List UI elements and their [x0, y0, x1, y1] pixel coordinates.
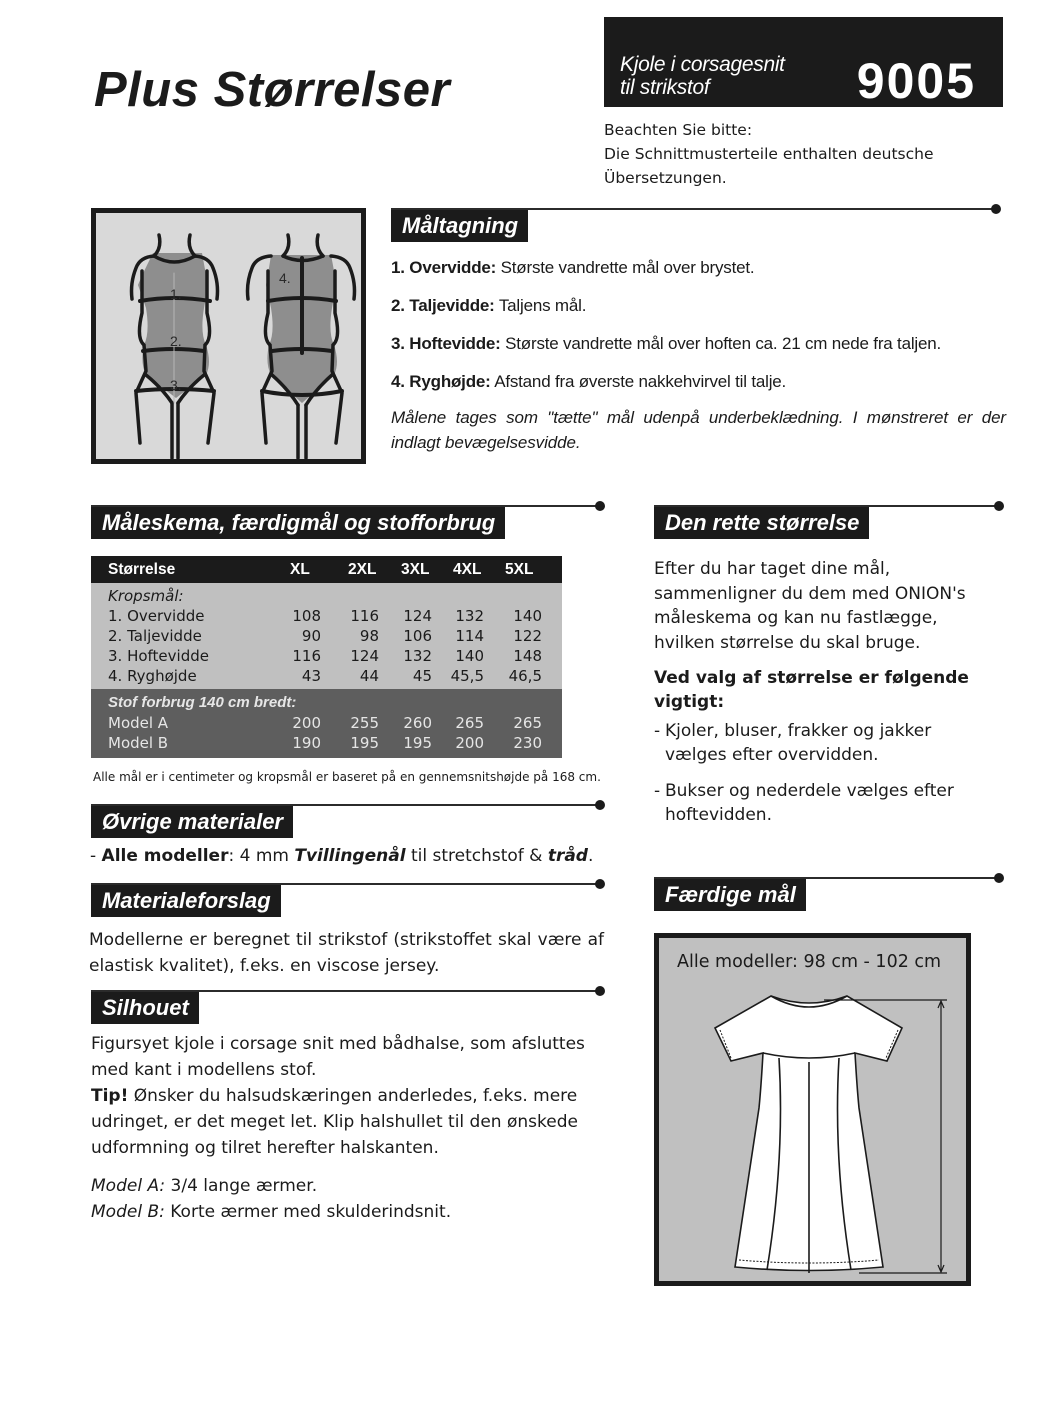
heading-dot-icon — [994, 873, 1004, 883]
heading-dot-icon — [595, 501, 605, 511]
back-figure — [248, 235, 355, 458]
model-a-label: Model A: — [91, 1176, 166, 1196]
tip-text: Ønsker du halsudskæringen anderledes, f.eks. mere udringet, er det meget let. Klip halshullet til den ønskede udformning og tilret herefter halskanten. — [91, 1086, 578, 1158]
measuring-item-label: 2. Taljevidde: — [391, 296, 495, 315]
row-label: 1. Overvidde — [108, 607, 205, 625]
table-row — [108, 626, 562, 646]
model-b-label: Model B: — [91, 1202, 165, 1222]
measuring-item — [391, 372, 1011, 392]
section-heading-size-chart — [91, 505, 605, 539]
dress-drawing — [715, 996, 902, 1273]
right-size-important: Ved valg af størrelse er følgende vigtigt: — [654, 668, 969, 712]
cell: 265 — [455, 714, 484, 732]
cell: 114 — [455, 627, 484, 645]
cell: 255 — [350, 714, 379, 732]
figure-label-4: 4. — [279, 270, 291, 286]
table-row — [108, 733, 562, 753]
list-item — [654, 779, 994, 827]
measuring-figure — [91, 208, 366, 464]
pattern-name-line1: Kjole i corsagesnit — [620, 53, 785, 76]
cell: 195 — [403, 734, 432, 752]
silhouette-text — [91, 1031, 606, 1161]
table-row — [108, 666, 562, 686]
pattern-number: 9005 — [856, 53, 976, 109]
list-item — [654, 719, 994, 767]
body-group-label: Kropsmål: — [108, 587, 184, 605]
materials-colon: : 4 mm — [228, 846, 295, 866]
model-list — [91, 1173, 606, 1225]
section-title: Silhouet — [91, 992, 199, 1024]
fabric-consumption — [91, 689, 562, 758]
table-row — [108, 646, 562, 666]
dress-illustration — [659, 938, 966, 1281]
cell: 140 — [513, 607, 542, 625]
figure-label-1: 1. — [170, 286, 182, 302]
measuring-item-text: Største vandrette mål over brystet. — [496, 258, 755, 277]
heading-dot-icon — [991, 204, 1001, 214]
measuring-item-text: Største vandrette mål over hoften ca. 21 cm nede fra taljen. — [500, 334, 942, 353]
pattern-title-box — [604, 17, 1003, 107]
cell: 44 — [359, 667, 379, 685]
cell: 190 — [292, 734, 321, 752]
figure-label-2: 2. — [170, 333, 182, 349]
size-header-5xl: 5XL — [505, 560, 534, 578]
note-line: Übersetzungen. — [604, 169, 727, 187]
measuring-item — [391, 296, 1011, 316]
model-a — [91, 1173, 606, 1199]
page-title: Plus Størrelser — [94, 63, 451, 117]
cell: 45,5 — [450, 667, 484, 685]
german-note — [604, 118, 1004, 190]
size-header-label: Størrelse — [108, 560, 176, 578]
materials-prefix: - — [90, 846, 102, 866]
section-heading-right-size — [654, 505, 1004, 539]
measuring-item-label: 1. Overvidde: — [391, 258, 497, 277]
section-title: Materialeforslag — [91, 885, 281, 917]
fabric-group-label: Stof forbrug 140 cm bredt: — [108, 694, 297, 711]
cell: 200 — [292, 714, 321, 732]
cell: 46,5 — [508, 667, 542, 685]
bullet-dash: - — [654, 781, 661, 801]
section-title: Den rette størrelse — [654, 507, 869, 539]
table-footnote: Alle mål er i centimeter og kropsmål er baseret på en gennemsnitshøjde på 168 cm. — [93, 770, 601, 784]
section-title: Øvrige materialer — [91, 806, 293, 838]
cell: 200 — [455, 734, 484, 752]
bullet-dash: - — [654, 721, 661, 741]
materials-middle: til stretchstof & — [405, 846, 548, 866]
note-line: Die Schnittmusterteile enthalten deutsche — [604, 145, 934, 163]
table-row — [108, 713, 562, 733]
body-measurement-illustration — [96, 213, 361, 459]
materials-label: Alle modeller — [101, 846, 229, 866]
cell: 98 — [359, 627, 379, 645]
section-title: Måltagning — [391, 210, 528, 242]
list-item-text: Bukser og nederdele vælges efter hoftevidden. — [665, 781, 954, 825]
measuring-list — [391, 258, 1011, 410]
materials-thread: tråd — [547, 846, 588, 866]
heading-dot-icon — [595, 879, 605, 889]
figure-label-3: 3. — [170, 377, 182, 393]
cell: 45 — [412, 667, 432, 685]
pattern-name-line2: til strikstof — [620, 76, 710, 99]
cell: 132 — [403, 647, 432, 665]
row-label: 3. Hoftevidde — [108, 647, 209, 665]
row-label: Model A — [108, 714, 169, 732]
cell: 148 — [513, 647, 542, 665]
measuring-item — [391, 334, 1011, 354]
cell: 106 — [403, 627, 432, 645]
right-size-list — [654, 719, 994, 839]
tip-label: Tip! — [91, 1086, 129, 1106]
section-title: Færdige mål — [654, 879, 806, 911]
section-heading-other-materials — [91, 804, 605, 838]
measuring-note: Målene tages som "tætte" mål udenpå underbeklædning. I mønstreret er der indlagt bevægelsesvidde. — [391, 408, 1006, 452]
section-title: Måleskema, færdigmål og stofforbrug — [91, 507, 505, 539]
cell: 43 — [301, 667, 321, 685]
size-header-4xl: 4XL — [453, 560, 482, 578]
row-label: Model B — [108, 734, 169, 752]
size-header-xl: XL — [290, 560, 310, 578]
model-b-text: Korte ærmer med skulderindsnit. — [164, 1202, 452, 1222]
cell: 108 — [292, 607, 321, 625]
cell: 90 — [301, 627, 321, 645]
body-measurements — [91, 583, 562, 689]
cell: 132 — [455, 607, 484, 625]
note-line: Beachten Sie bitte: — [604, 121, 753, 139]
material-suggestion-text: Modellerne er beregnet til strikstof (strikstoffet skal være af elastisk kvalitet), f.eks. en viscose jersey. — [89, 930, 604, 976]
right-size-text: Efter du har taget dine mål, sammenligner du dem med ONION's måleskema og kan nu fastlægge, hvilken størrelse du skal bruge. — [654, 559, 966, 653]
cell: 140 — [455, 647, 484, 665]
finished-measure-figure — [654, 933, 971, 1286]
measuring-item-text: Afstand fra øverste nakkehvirvel til talje. — [490, 372, 787, 391]
cell: 195 — [350, 734, 379, 752]
model-b — [91, 1199, 606, 1225]
cell: 116 — [350, 607, 379, 625]
cell: 265 — [513, 714, 542, 732]
size-table — [91, 556, 562, 758]
measuring-item-label: 3. Hoftevidde: — [391, 334, 501, 353]
size-header-2xl: 2XL — [348, 560, 377, 578]
table-row — [108, 606, 562, 626]
section-heading-finished — [654, 877, 1004, 911]
cell: 124 — [403, 607, 432, 625]
silhouette-tip — [91, 1083, 606, 1161]
materials-end: . — [587, 846, 594, 866]
cell: 122 — [513, 627, 542, 645]
other-materials-text — [90, 844, 593, 868]
cell: 260 — [403, 714, 432, 732]
heading-dot-icon — [595, 800, 605, 810]
section-heading-silhouette — [91, 990, 605, 1024]
size-table-header — [91, 556, 562, 583]
cell: 116 — [292, 647, 321, 665]
size-header-3xl: 3XL — [401, 560, 430, 578]
silhouette-description: Figursyet kjole i corsage snit med bådhalse, som afsluttes med kant i modellens stof. — [91, 1034, 585, 1080]
heading-dot-icon — [595, 986, 605, 996]
row-label: 4. Ryghøjde — [108, 667, 197, 685]
cell: 124 — [350, 647, 379, 665]
materials-needle: Tvillingenål — [294, 846, 406, 866]
measuring-item-label: 4. Ryghøjde: — [391, 372, 491, 391]
heading-dot-icon — [994, 501, 1004, 511]
pattern-name — [620, 53, 785, 99]
section-heading-measuring — [391, 208, 1001, 242]
section-heading-material-suggestion — [91, 883, 605, 917]
list-item-text: Kjoler, bluser, frakker og jakker vælges efter overvidden. — [665, 721, 932, 765]
measuring-item — [391, 258, 1011, 278]
finished-measure-label: Alle modeller: 98 cm - 102 cm — [677, 952, 942, 972]
model-a-text: 3/4 lange ærmer. — [165, 1176, 318, 1196]
cell: 230 — [513, 734, 542, 752]
row-label: 2. Taljevidde — [108, 627, 202, 645]
measuring-item-text: Taljens mål. — [494, 296, 587, 315]
